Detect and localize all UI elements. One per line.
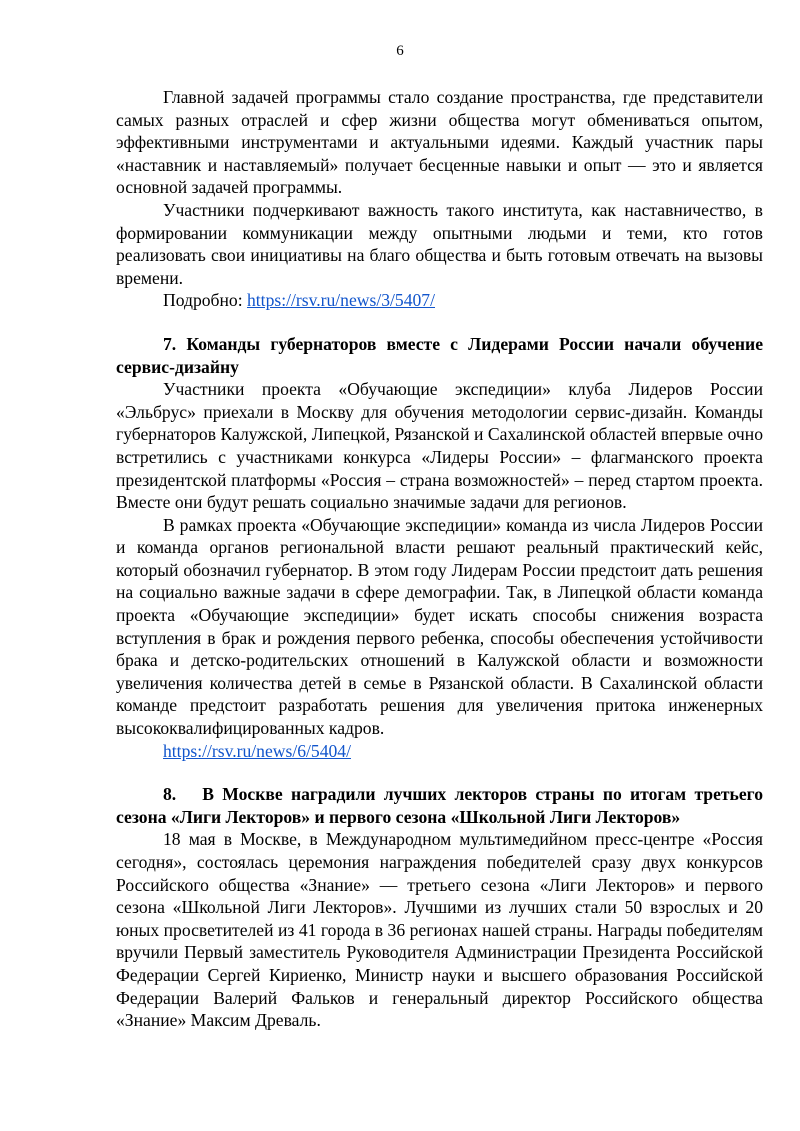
intro-paragraph-1: Главной задачей программы стало создание пространства, где представители самых разных отраслей и сфер жизни общества могут обмениваться опытом, эффективными инструментами и актуальными идеями. Каждый участник пары «наставник и наставляемый» получает бесценные навыки и опыт — это и является основной задачей программы.: [116, 87, 763, 198]
section-8-number: 8.: [163, 784, 177, 805]
page-number: 6: [396, 43, 404, 59]
more-label: Подробно:: [163, 290, 247, 311]
spacer: [116, 312, 763, 333]
more-link-line: [116, 289, 763, 312]
spacer: [116, 762, 763, 783]
section-7-heading: 7. Команды губернаторов вместе с Лидерами России начали обучение сервис-дизайну: [116, 333, 763, 377]
news-link-5407[interactable]: https://rsv.ru/news/3/5407/: [247, 290, 435, 311]
section-7-paragraph-2: В рамках проекта «Обучающие экспедиции» команда из числа Лидеров России и команда органов региональной власти решают реальный практический кейс, который обозначил губернатор. В этом году Лидерам России предстоит дать решения на социально важные задачи в сфере демографии. Так, в Липецкой области команда проекта «Обучающие экспедиции» будет искать способы снижения возраста вступления в брак и рождения первого ребенка, способы обеспечения устойчивости брака и детско-родительских отношений в Калужской области и возможности увеличения количества детей в семье в Рязанской области. В Сахалинской области команде предстоит разработать решения для увеличения притока инженерных высококвалифицированных кадров.: [116, 514, 763, 739]
page-body: [116, 86, 763, 1032]
section-8-heading: [116, 783, 763, 828]
section-8-title: В Москве наградили лучших лекторов страны по итогам третьего сезона «Лиги Лекторов» и первого сезона «Школьной Лиги Лекторов»: [116, 784, 763, 827]
section-8-paragraph-1: 18 мая в Москве, в Международном мультимедийном пресс-центре «Россия сегодня», состоялась церемония награждения победителей сразу двух конкурсов Российского общества «Знание» — третьего сезона «Лиги Лекторов» и первого сезона «Школьной Лиги Лекторов». Лучшими из лучших стали 50 взрослых и 20 юных просветителей из 41 города в 36 регионах нашей страны. Награды победителям вручили Первый заместитель Руководителя Администрации Президента Российской Федерации Сергей Кириенко, Министр науки и высшего образования Российской Федерации Валерий Фальков и генеральный директор Российского общества «Знание» Максим Древаль.: [116, 829, 763, 1031]
section-7-link-line: [116, 740, 763, 763]
intro-paragraph-2: Участники подчеркивают важность такого института, как наставничество, в формировании коммуникации между опытными людьми и теми, кто готов реализовать свои инициативы на благо общества и быть готовым отвечать на вызовы времени.: [116, 199, 763, 288]
section-7-paragraph-1: Участники проекта «Обучающие экспедиции» клуба Лидеров России «Эльбрус» приехали в Москву для обучения методологии сервис-дизайн. Команды губернаторов Калужской, Липецкой, Рязанской и Сахалинской областей впервые очно встретились с участниками конкурса «Лидеры России» – флагманского проекта президентской платформы «Россия – страна возможностей» – перед стартом проекта. Вместе они будут решать социально значимые задачи для регионов.: [116, 379, 763, 513]
news-link-5404[interactable]: https://rsv.ru/news/6/5404/: [163, 740, 351, 761]
